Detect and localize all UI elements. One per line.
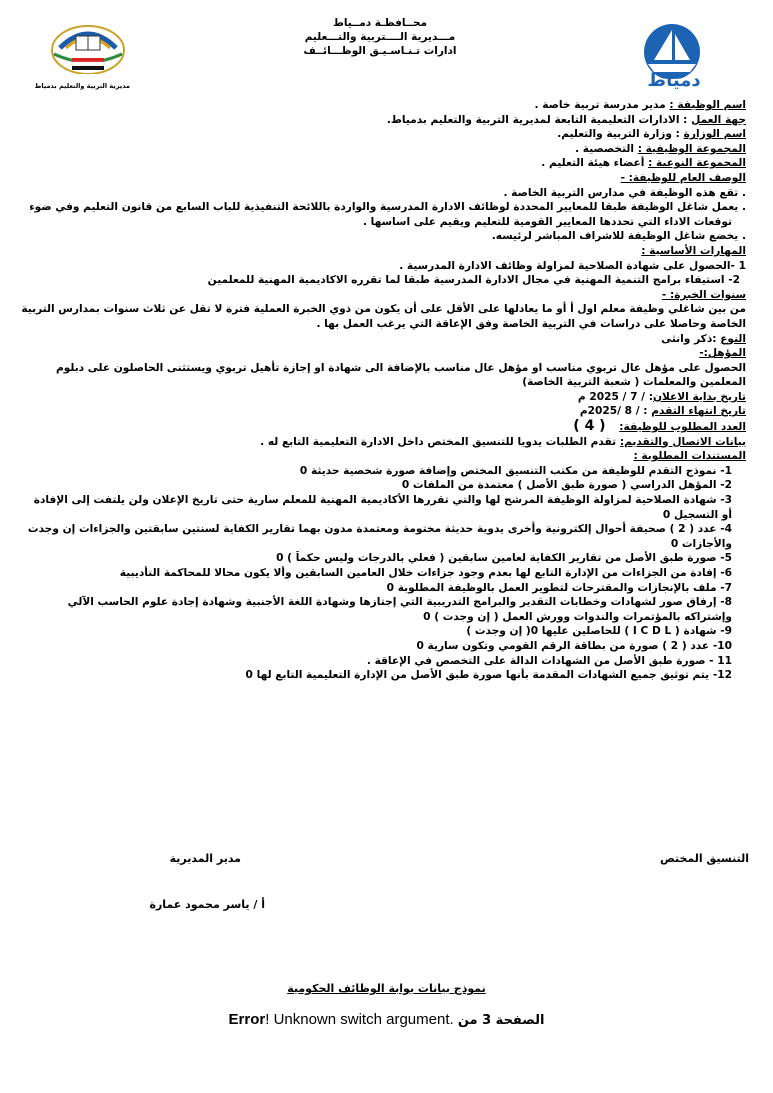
workplace-value: : الادارات التعليمية التابعة لمديرية التربية والتعليم بدمياط. <box>386 113 692 126</box>
document-item: 2- المؤهل الدراسي ( صورة طبق الأصل ) معتمدة من الملفات 0 <box>401 479 732 492</box>
document-item: 4- عدد ( 2 ) صحيفة أحوال إلكترونية وأخرى يدوية حديثة مختومة ومعتمدة مدون بهما تقارير الكفاية لسنتين سابقتين والجزاءات إن وجدت والأجازات 0 <box>27 523 732 550</box>
directorate-logo-caption: مديرية التربية والتعليم بدمياط <box>34 82 130 90</box>
damietta-logo <box>632 22 720 92</box>
document-item: 10- عدد ( 2 ) صورة من بطاقة الرقم القومي وتكون سارية 0 <box>416 639 732 652</box>
job-name-row <box>20 98 746 113</box>
job-name-value: مدير مدرسة تربية خاصة . <box>534 99 670 111</box>
description-line: توقعات الاداء التي تحددها المعايير القومية للتعليم ويقيم على اساسها . <box>362 215 732 228</box>
start-date-row <box>20 390 746 405</box>
header-block <box>250 16 510 58</box>
gender-label: النوع <box>720 332 746 345</box>
document-item: 1- نموذج التقدم للوظيفة من مكتب التنسيق المختص وإضافة صورة شخصية حديثة 0 <box>299 464 732 477</box>
qual-group-row <box>20 156 746 171</box>
document-item: 8- إرفاق صور لشهادات وخطابات التقدير والبرامج التدريبية التي إجتازها وشهادة اللغة الأجنبية وشهادة إجادة علوم الحاسب الآلي وإشتراكه بالمؤتمرات والندوات وورش العمل ( إن وجدت ) 0 <box>67 596 732 623</box>
skills-heading: المهارات الأساسية : <box>641 244 746 257</box>
qualification-heading: المؤهل:- <box>699 347 746 360</box>
directorate-title: مـــديرية الــــتربية والتـــعليم <box>304 31 456 43</box>
document-item: 3- شهادة الصلاحية لمزاولة الوظيفة المرشح لها والتي تقررها الأكاديمية المهنية للمعلم سارية حتى تاريخ الإعلان ولن يلتفت إلى الإفادة أو التسجيل 0 <box>33 494 732 521</box>
damietta-logo-caption: دمياط <box>647 70 701 91</box>
job-group-label: المجموعة الوظيفية : <box>637 142 746 155</box>
document-item: 12- يتم توثيق جميع الشهادات المقدمة بأنها صورة طبق الأصل من الإدارة التعليمية التابع لها 0 <box>245 669 732 682</box>
contact-label: بيانات الاتصال والتقديم: <box>619 435 746 448</box>
required-count-value: ( 4 ) <box>573 419 606 435</box>
director-signature-label: مدير المديرية <box>169 852 241 865</box>
education-emblem-icon <box>34 18 130 92</box>
workplace-label: جهة العمل <box>691 113 746 126</box>
experience-heading: سنوات الخبرة: - <box>661 288 746 301</box>
required-count-row <box>20 419 746 435</box>
ministry-label: اسم الوزارة <box>683 128 746 141</box>
contact-value: تقدم الطلبات يدويا للتنسيق المختص داخل الادارة التعليمية التابع له . <box>260 435 620 448</box>
description-line: . يعمل شاغل الوظيفة طبقا للمعايير المحددة لوظائف الادارة المدرسية والواردة باللائحة التنفيذية للباب السابع من قانون التعليم وفي ضوء <box>29 201 746 214</box>
qual-group-label: المجموعة النوعية : <box>648 157 746 170</box>
start-date-label: تاريخ بداية الاعلان <box>652 390 746 403</box>
governorate-title: محــافظـة دمــياط <box>332 17 428 29</box>
workplace-row <box>20 113 746 128</box>
required-count-label: العدد المطلوب للوظيفة: <box>619 421 746 434</box>
end-date-value: : / 8 /2025م <box>579 405 652 418</box>
gender-value: :ذكر وانثى <box>661 332 721 345</box>
director-name: أ / ياسر محمود عمارة <box>149 898 265 911</box>
job-details <box>20 98 746 683</box>
end-date-row <box>20 404 746 419</box>
job-group-value: التخصصية . <box>575 142 638 155</box>
qual-group-value: أعضاء هيئة التعليم . <box>541 157 649 170</box>
document-item: 7- ملف بالإنجازات والمقترحات لتطوير العمل بالوظيفة المطلوبة 0 <box>386 581 732 594</box>
start-date-value: : / 7 / 2025 م <box>577 390 653 403</box>
documents-heading: المستندات المطلوبة : <box>633 450 746 463</box>
page-label: الصفحة 3 من <box>457 1013 545 1028</box>
document-item: 9- شهادة ( I C D L ) للحاصلين عليها 0( إن وجدت ) <box>466 625 732 638</box>
error-word: Error <box>228 1011 266 1028</box>
error-message: ! Unknown switch argument. <box>265 1011 454 1028</box>
gender-row <box>20 332 746 347</box>
description-line: . يخضع شاغل الوظيفة للاشراف المباشر لرئيسه. <box>491 230 746 243</box>
coordination-signature-label: التنسيق المختص <box>659 852 749 865</box>
document-item: 11 - صورة طبق الأصل من الشهادات الدالة على التخصص في الإعاقة . <box>366 654 732 667</box>
department-title: ادارات تـنـاسـيـق الوظـــائــف <box>303 45 457 57</box>
end-date-label: تاريخ انتهاء التقدم <box>651 405 746 418</box>
description-line: . تقع هذه الوظيفة في مدارس التربية الخاصة . <box>503 186 746 199</box>
document-item: 6- إفادة من الجزاءات من الإدارة التابع لها بعدم وجود جزاءات خلال العامين السابقين وألا يكون محالا للمحاكمة التأديبية <box>119 567 732 579</box>
contact-row <box>20 435 746 450</box>
form-title: نموذج بيانات بوابة الوظائف الحكومية <box>287 982 486 995</box>
skill-item: 1 -الحصول على شهادة الصلاحية لمزاولة وظائف الادارة المدرسية . <box>399 259 746 272</box>
document-item: 5- صورة طبق الأصل من تقارير الكفاية لعامين سابقين ( فعلي بالدرجات وليس حكماً ) 0 <box>276 552 732 565</box>
ministry-row <box>20 127 746 142</box>
general-description-heading: الوصف العام للوظيفة: - <box>620 171 746 184</box>
directorate-logo <box>34 18 130 92</box>
job-group-row <box>20 142 746 157</box>
job-name-label: اسم الوظيفة : <box>669 99 746 111</box>
qualification-text: الحصول على مؤهل عال تربوي مناسب او مؤهل عال مناسب بالإضافة الى شهادة او إجازة تأهيل تربوي ويستثنى الحاصلون على دبلوم المعلمين والمعلمات ( شعبة التربية الخاصة) <box>55 361 746 389</box>
experience-text: من بين شاغلي وظيفة معلم اول أ أو ما يعادلها على الأقل على أن يكون من ذوي الخبرة العملية فترة لا تقل عن ثلاث سنوات بمدارس التربية الخاصة وحاصلا على دراسات في التربية الخاصة وفق الإعاقة التي يرغب العمل بها . <box>21 303 746 330</box>
skill-item: 2- استيفاء برامج التنمية المهنية في مجال الادارة المدرسية طبقا لما تقرره الاكاديمية المهنية للمعلمين <box>207 274 740 287</box>
page-number-line <box>0 1011 773 1028</box>
ministry-value: : وزارة التربية والتعليم. <box>557 128 684 141</box>
